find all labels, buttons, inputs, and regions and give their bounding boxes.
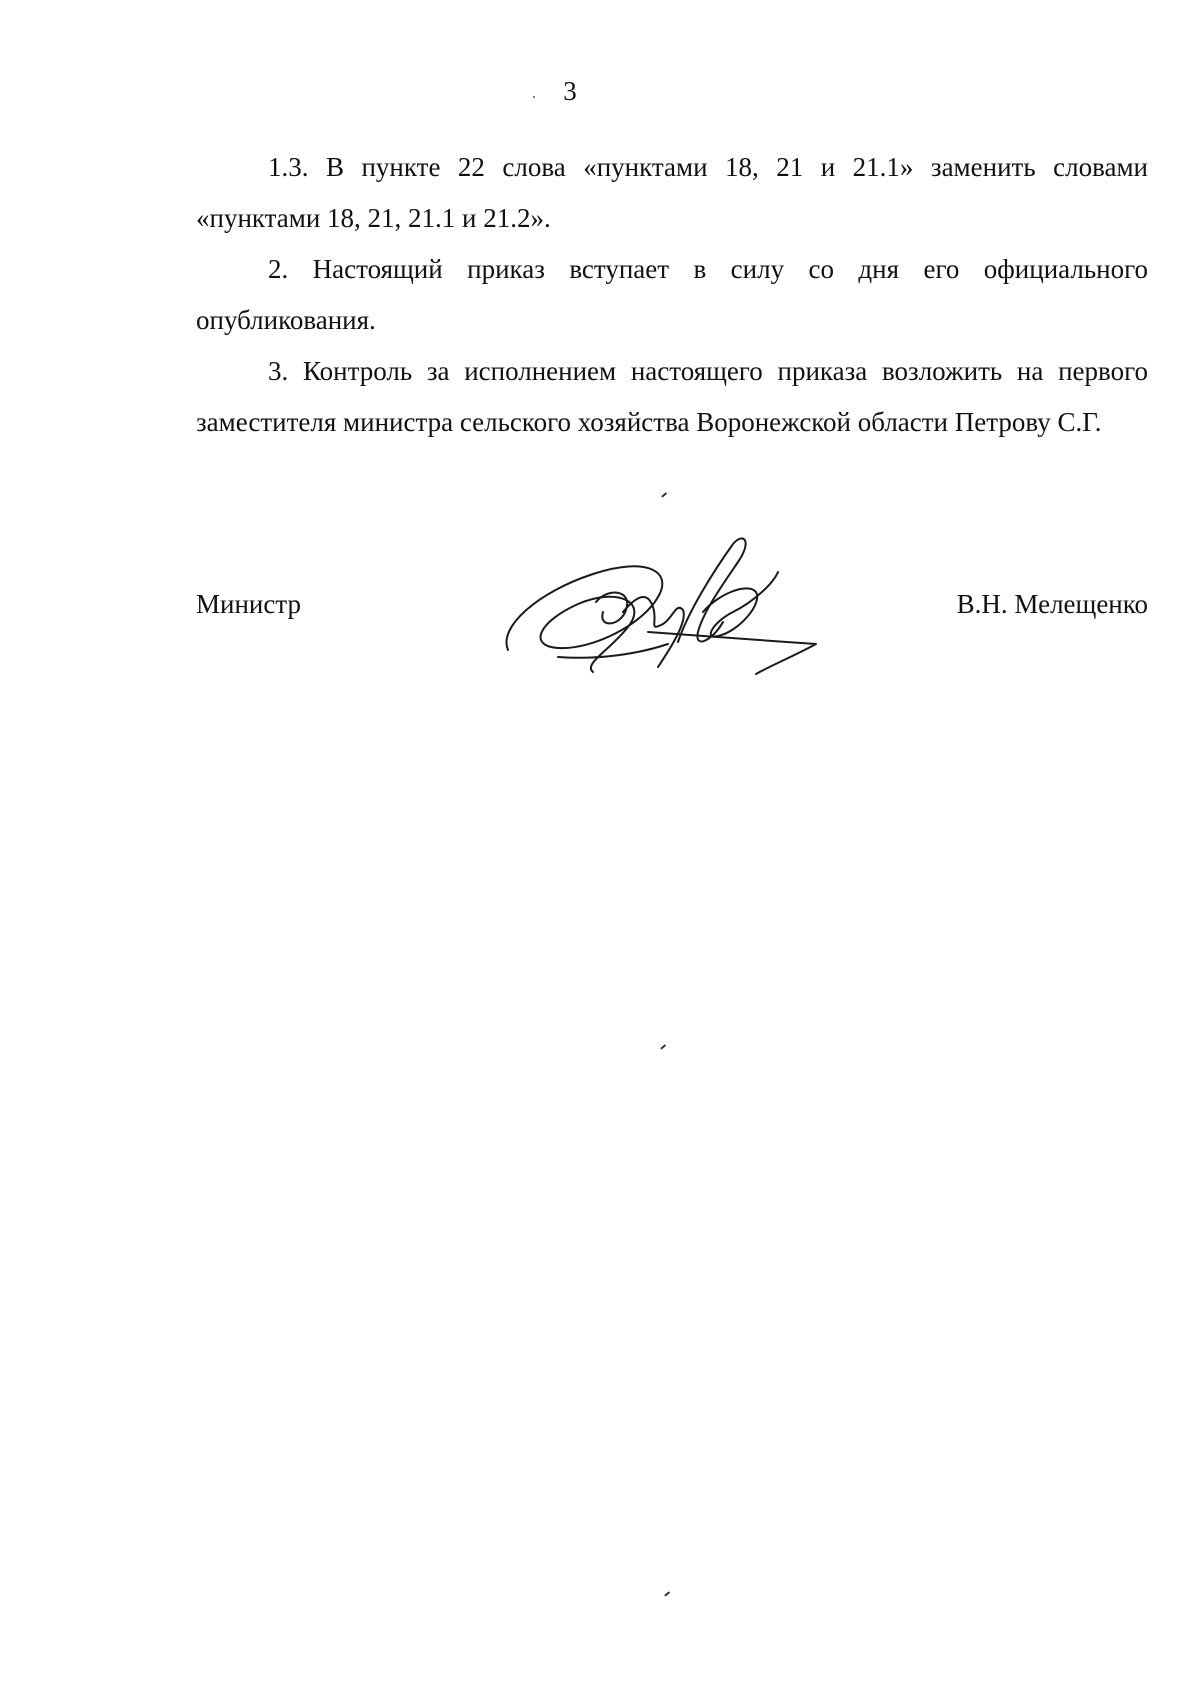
- handwritten-signature-icon: [498, 532, 848, 682]
- paragraph-3: 3. Контроль за исполнением настоящего приказа возложить на первого заместителя министра сельского хозяйства Воронежской области Петрову С.Г.: [196, 356, 1148, 437]
- scan-mark: [664, 1591, 670, 1596]
- scan-mark: [660, 1044, 666, 1049]
- signer-title: Министр: [196, 589, 301, 619]
- paragraph-1-3: 1.3. В пункте 22 слова «пунктами 18, 21 и 21.1» заменить словами «пунктами 18, 21, 21.1 и 21.2».: [196, 152, 1148, 233]
- document-body: [196, 142, 1148, 448]
- signer-name: В.Н. Мелещенко: [956, 589, 1148, 619]
- page-number: 3: [563, 76, 577, 106]
- scan-mark: [661, 492, 667, 497]
- paragraph-2: 2. Настоящий приказ вступает в силу со дня его официального опубликования.: [196, 254, 1148, 335]
- scan-dot: [533, 96, 535, 98]
